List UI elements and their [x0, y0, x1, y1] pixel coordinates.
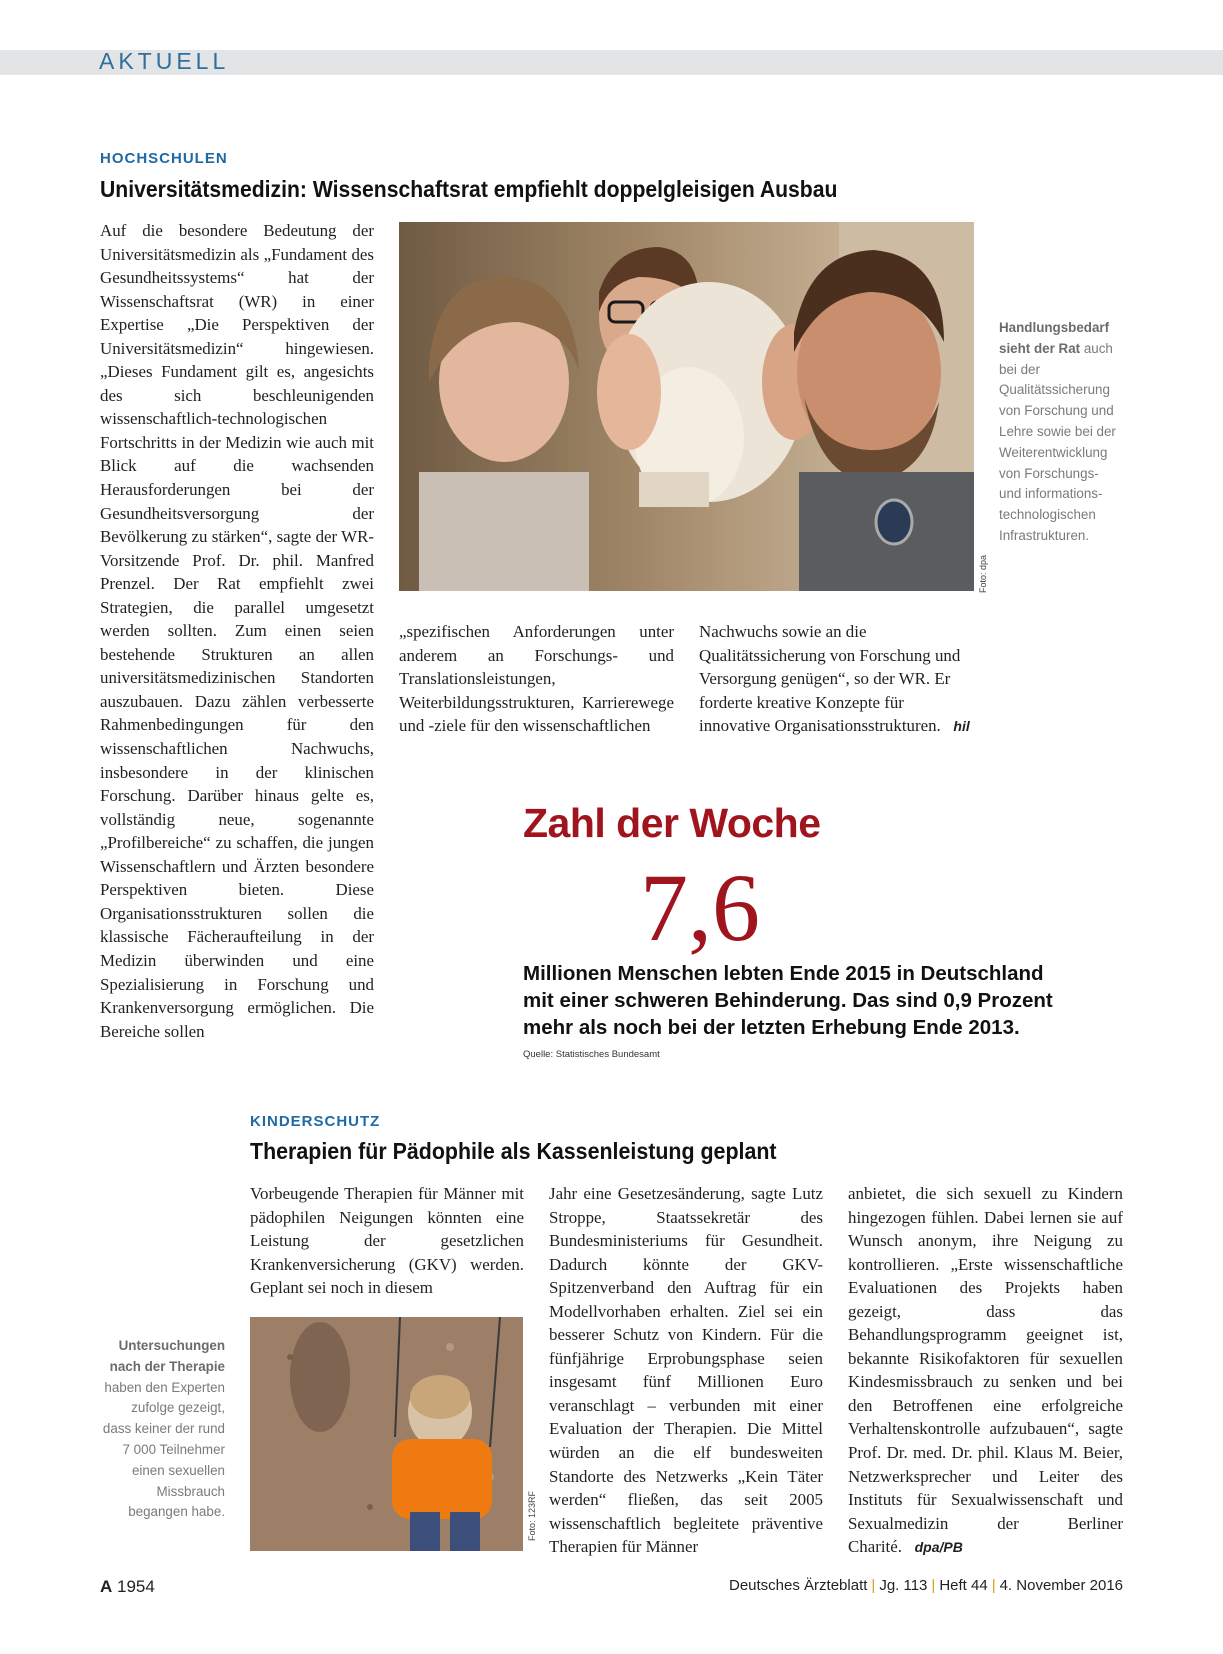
footer-journal-info: Deutsches Ärzteblatt | Jg. 113 | Heft 44 | 4. November 2016	[729, 1577, 1123, 1594]
article1-author: hil	[953, 718, 970, 735]
article2-column-3-text: anbietet, die sich sexuell zu Kindern hingezogen fühlen. Dabei lernen sie auf Wunsch anonym, ihre Neigung zu kontrollieren. „Erste wissenschaftliche Evaluationen des Projekts haben gezeigt, dass das Behandlungsprogramm geeignet ist, bekannte Risikofaktoren für sexuellen Kindesmissbrauch zu senken und bei den Betroffenen eine erfolgreiche Verhaltenskontrolle aufzubauen“, sagte Prof. Dr. med. Dr. phil. Klaus M. Beier, Netzwerksprecher und Leiter des Instituts für Sexualwissenschaft und Sexualmedizin der Berliner Charité.	[848, 1184, 1123, 1557]
zahl-der-woche-source: Quelle: Statistisches Bundesamt	[523, 1049, 660, 1060]
article2-column-1: Vorbeugende Therapien für Männer mit pädophilen Neigungen könnten eine Leistung der gesetzlichen Krankenversicherung (GKV) werden. Geplant sei noch in diesem	[250, 1184, 524, 1298]
article2-headline: Therapien für Pädophile als Kassenleistung geplant	[250, 1138, 777, 1164]
article2-photo-credit: Foto: 123RF	[527, 1491, 537, 1542]
article1-photo	[399, 222, 974, 591]
article1-column-3-text: Nachwuchs sowie an die Qualitätssicherung von Forschung und Versorgung genügen“, so der WR. Er forderte kreative Konzepte für innovative Organisationsstrukturen.	[699, 622, 961, 736]
page-number-value: 1954	[117, 1577, 155, 1596]
article2-caption-lead: Untersuchungen nach der Therapie	[109, 1338, 225, 1374]
article2-kicker: KINDERSCHUTZ	[250, 1113, 381, 1130]
article2-photo	[250, 1317, 523, 1551]
article2-column-2: Jahr eine Gesetzesänderung, sagte Lutz Stroppe, Staatssekretär des Bundesministeriums für Gesundheit. Dadurch könnte der GKV-Spitzenverband den Auftrag für ein Modellvorhaben erhalten. Ziel sei ein besserer Schutz von Kindern. Für die fünfjährige Erprobungsphase seien insgesamt fünf Millionen Euro veranschlagt – verbunden mit einer Evaluation der Therapien. Die Mittel würden an die elf bundesweiten Standorte des Netzwerks „Kein Täter werden“ fließen, das seit 2005 wissenschaftlich begleitete präventive Therapien für Männer	[549, 1184, 823, 1557]
section-label: AKTUELL	[99, 48, 230, 74]
page-prefix: A	[100, 1577, 113, 1596]
article1-caption-text: auch bei der Qualitätssicherung von Forschung und Lehre sowie bei der Weiterentwicklung von Forschungs- und informations-technologischen Infrastrukturen.	[999, 340, 1116, 543]
article1-headline: Universitätsmedizin: Wissenschaftsrat empfiehlt doppelgleisigen Ausbau	[100, 176, 838, 202]
article2-column-3	[848, 1182, 1123, 1560]
article2-author: dpa/PB	[914, 1539, 963, 1556]
footer-volume: Jg. 113	[879, 1577, 928, 1594]
article1-column-1: Auf die besondere Bedeutung der Universitätsmedizin als „Fundament des Gesundheitssystems“ hat der Wissenschaftsrat (WR) in einer Expertise „Die Perspektiven der Universitätsmedizin“ hingewiesen. „Dieses Fundament gilt es, angesichts des sich beschleunigenden wissenschaftlich-technologischen Fortschritts in der Medizin wie auch mit Blick auf die wachsenden Herausforderungen bei der Gesundheitsversorgung der Bevölkerung zu stärken“, sagte der WR-Vorsitzende Prof. Dr. phil. Manfred Prenzel. Der Rat empfiehlt zwei Strategien, die parallel umgesetzt werden sollten. Zum einen seien bestehende Strukturen an allen universitätsmedizinischen Standorten auszubauen. Dazu zählen verbesserte Rahmenbedingungen für den wissenschaftlichen Nachwuchs, insbesondere in der klinischen Forschung. Darüber hinaus gelte es, vollständig neue, sogenannte „Profilbereiche“ zu schaffen, die jungen Wissenschaftlern und Ärzten besondere Perspektiven bieten. Diese Organisationsstrukturen sollen die klassische Fächeraufteilung in der Medizin überwinden und eine Spezialisierung in Forschung und Krankenversorgung ermöglichen. Die Bereiche sollen	[100, 221, 374, 1041]
footer-date: 4. November 2016	[999, 1577, 1123, 1594]
footer-journal: Deutsches Ärzteblatt	[729, 1577, 868, 1594]
zahl-der-woche-text: Millionen Menschen lebten Ende 2015 in Deutschland mit einer schweren Behinderung. Das sind 0,9 Prozent mehr als noch bei der letzten Erhebung Ende 2013.	[523, 962, 1053, 1039]
zahl-der-woche-title: Zahl der Woche	[523, 800, 821, 846]
article2-caption	[100, 1336, 225, 1523]
article1-photo-credit: Foto: dpa	[978, 555, 988, 594]
article1-column-2: „spezifischen Anforderungen unter anderem an Forschungs- und Translationsleistungen, Weiterbildungsstrukturen, Karrierewege und -ziele für den wissenschaftlichen	[399, 622, 674, 736]
article2-caption-text: haben den Experten zufolge gezeigt, dass keiner der rund 7 000 Teilnehmer einen sexuellen Missbrauch begangen habe.	[102, 1379, 225, 1520]
article1-column-3	[699, 620, 974, 739]
article1-caption	[999, 318, 1119, 547]
footer-issue: Heft 44	[939, 1577, 988, 1594]
article1-kicker: HOCHSCHULEN	[100, 150, 228, 167]
zahl-der-woche-number: 7,6	[640, 854, 760, 961]
page-number	[100, 1577, 155, 1597]
article1-caption-lead: Handlungsbedarf sieht der Rat	[999, 320, 1110, 356]
